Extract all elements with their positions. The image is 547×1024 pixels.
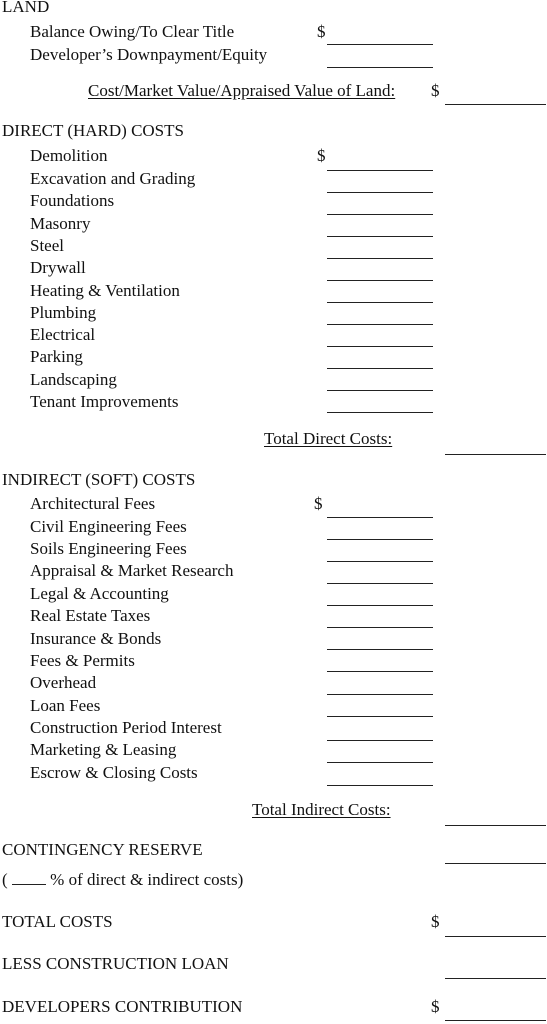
indirect-item-escrow: Escrow & Closing Costs <box>30 763 198 782</box>
direct-masonry-field[interactable] <box>327 236 433 237</box>
construction-loan-field[interactable] <box>445 978 546 979</box>
contingency-label: CONTINGENCY RESERVE <box>2 840 203 859</box>
direct-heating-field[interactable] <box>327 302 433 303</box>
indirect-item-fees-permits: Fees & Permits <box>30 651 135 670</box>
direct-item-heating: Heating & Ventilation <box>30 281 180 300</box>
indirect-escrow-field[interactable] <box>327 785 433 786</box>
direct-total-field[interactable] <box>445 454 546 455</box>
direct-total-label: Total Direct Costs: <box>264 429 393 448</box>
indirect-marketing-field[interactable] <box>327 762 433 763</box>
dollar-sign: $ <box>431 81 440 100</box>
indirect-loan-fees-field[interactable] <box>327 716 433 717</box>
land-balance-owing-field[interactable] <box>327 44 433 45</box>
indirect-item-civil-engineering: Civil Engineering Fees <box>30 517 187 536</box>
indirect-legal-field[interactable] <box>327 605 433 606</box>
indirect-architectural-field[interactable] <box>327 517 433 518</box>
direct-plumbing-field[interactable] <box>327 324 433 325</box>
direct-item-tenant-improvements: Tenant Improvements <box>30 392 179 411</box>
indirect-overhead-field[interactable] <box>327 694 433 695</box>
direct-item-steel: Steel <box>30 236 64 255</box>
dollar-sign: $ <box>317 22 326 41</box>
dollar-sign: $ <box>314 494 323 513</box>
contingency-field[interactable] <box>445 863 546 864</box>
indirect-item-overhead: Overhead <box>30 673 97 692</box>
direct-item-drywall: Drywall <box>30 258 86 277</box>
land-item-downpayment: Developer’s Downpayment/Equity <box>30 45 268 64</box>
developer-contribution-label: DEVELOPERS CONTRIBUTION <box>2 997 243 1016</box>
land-item-balance-owing: Balance Owing/To Clear Title <box>30 22 235 41</box>
direct-steel-field[interactable] <box>327 258 433 259</box>
direct-item-landscaping: Landscaping <box>30 370 117 389</box>
indirect-item-soils-engineering: Soils Engineering Fees <box>30 539 187 558</box>
direct-excavation-field[interactable] <box>327 192 433 193</box>
direct-item-electrical: Electrical <box>30 325 96 344</box>
developer-contribution-field[interactable] <box>445 1020 546 1021</box>
indirect-item-real-estate-taxes: Real Estate Taxes <box>30 606 151 625</box>
contingency-note <box>2 870 243 890</box>
indirect-item-insurance: Insurance & Bonds <box>30 629 162 648</box>
indirect-costs-heading: INDIRECT (SOFT) COSTS <box>2 470 196 489</box>
contingency-note-open: ( <box>2 870 8 889</box>
indirect-item-legal: Legal & Accounting <box>30 584 169 603</box>
direct-item-excavation: Excavation and Grading <box>30 169 196 188</box>
direct-item-demolition: Demolition <box>30 146 108 165</box>
indirect-soils-engineering-field[interactable] <box>327 561 433 562</box>
direct-drywall-field[interactable] <box>327 280 433 281</box>
dollar-sign: $ <box>431 912 440 931</box>
land-downpayment-field[interactable] <box>327 67 433 68</box>
land-total-field[interactable] <box>445 104 546 105</box>
direct-item-plumbing: Plumbing <box>30 303 97 322</box>
direct-item-parking: Parking <box>30 347 83 366</box>
total-costs-label: TOTAL COSTS <box>2 912 113 931</box>
indirect-item-loan-fees: Loan Fees <box>30 696 101 715</box>
indirect-total-label: Total Indirect Costs: <box>252 800 391 819</box>
indirect-item-construction-interest: Construction Period Interest <box>30 718 222 737</box>
direct-parking-field[interactable] <box>327 368 433 369</box>
indirect-fees-permits-field[interactable] <box>327 671 433 672</box>
direct-landscaping-field[interactable] <box>327 390 433 391</box>
direct-foundations-field[interactable] <box>327 214 433 215</box>
direct-demolition-field[interactable] <box>327 170 433 171</box>
contingency-note-text: % of direct & indirect costs) <box>50 870 244 889</box>
direct-item-masonry: Masonry <box>30 214 91 233</box>
contingency-percent-field[interactable] <box>12 872 46 885</box>
direct-item-foundations: Foundations <box>30 191 115 210</box>
indirect-total-field[interactable] <box>445 825 546 826</box>
construction-loan-label: LESS CONSTRUCTION LOAN <box>2 954 229 973</box>
indirect-insurance-field[interactable] <box>327 649 433 650</box>
direct-costs-heading: DIRECT (HARD) COSTS <box>2 121 184 140</box>
indirect-construction-interest-field[interactable] <box>327 740 433 741</box>
indirect-appraisal-field[interactable] <box>327 583 433 584</box>
indirect-item-architectural: Architectural Fees <box>30 494 156 513</box>
indirect-item-marketing: Marketing & Leasing <box>30 740 177 759</box>
indirect-civil-engineering-field[interactable] <box>327 539 433 540</box>
dollar-sign: $ <box>431 997 440 1016</box>
total-costs-field[interactable] <box>445 936 546 937</box>
direct-tenant-improvements-field[interactable] <box>327 412 433 413</box>
indirect-item-appraisal: Appraisal & Market Research <box>30 561 234 580</box>
land-total-label: Cost/Market Value/Appraised Value of Land: <box>88 81 396 100</box>
land-heading: LAND <box>2 0 50 16</box>
direct-electrical-field[interactable] <box>327 346 433 347</box>
indirect-real-estate-taxes-field[interactable] <box>327 627 433 628</box>
dollar-sign: $ <box>317 146 326 165</box>
